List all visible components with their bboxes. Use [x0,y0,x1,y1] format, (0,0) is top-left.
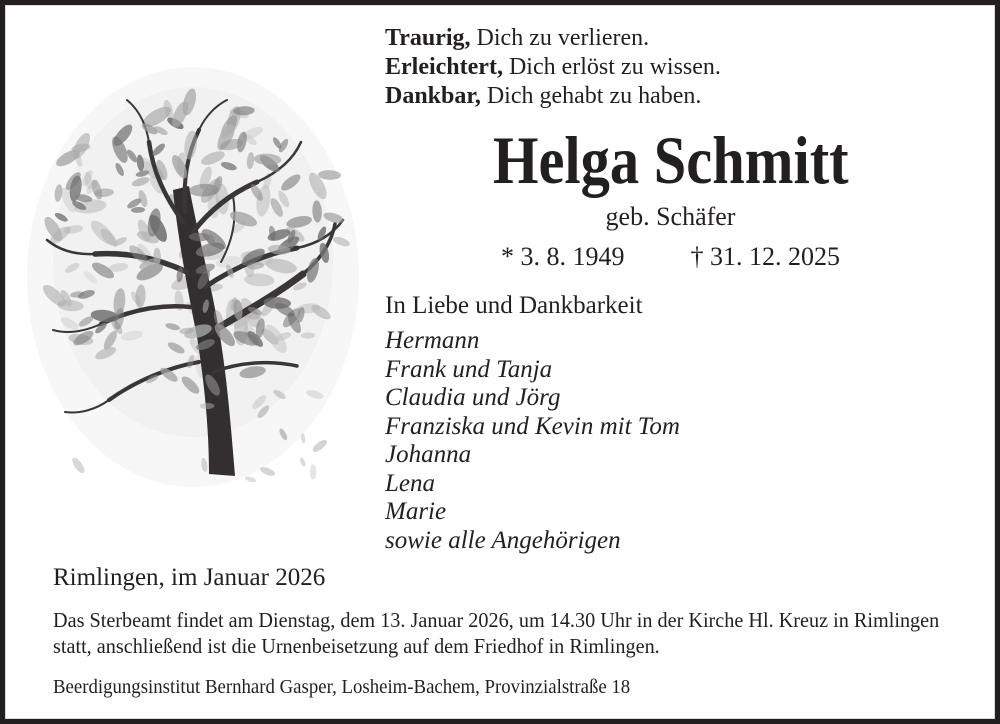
funeral-home [53,675,853,699]
epigraph-line [385,53,721,82]
death-date: † 31. 12. 2025 [690,242,840,271]
mourner: Claudia und Jörg [385,384,561,411]
epigraph-rest: Dich erlöst zu wissen. [502,54,721,80]
life-dates [383,242,958,272]
epigraph-lead: Dankbar, [385,83,481,109]
mourner: Johanna [385,441,472,468]
mourner: Lena [385,469,435,497]
birth-date: * 3. 8. 1949 [501,242,625,271]
maiden-name: geb. Schäfer [605,202,736,231]
mourner: Frank und Tanja [385,355,553,383]
memorial-tree-image [25,62,360,510]
epigraph-lead: Erleichtert, [385,54,503,80]
service-info [53,607,1000,659]
mourners-list [385,327,680,555]
epigraph-lead: Traurig, [385,25,471,51]
mourner: Hermann [385,327,480,354]
tree-leaf [70,456,87,475]
deceased-name-text: Helga Schmitt [492,122,849,198]
epigraph-line [385,82,721,111]
place-and-date: Rimlingen, im Januar 2026 [53,564,326,591]
deceased-block [383,122,958,272]
mourner: Franziska und Kevin mit Tom [385,412,680,440]
tree-leaf [299,457,306,468]
epigraph-rest: Dich zu verlieren. [470,25,650,51]
tree-leaf [310,464,316,479]
epigraph-rest: Dich gehabt zu haben. [480,83,702,109]
epigraph-line [385,24,721,53]
tree-leaf [311,438,329,454]
mourner: sowie alle Angehörigen [385,526,621,554]
tree-leaf [244,475,256,483]
deceased-name [383,122,958,198]
funeral-home-text: Beerdigungsinstitut Bernhard Gasper, Losheim-Bachem, Provinzialstraße 18 [53,676,631,698]
mourner: Marie [385,498,447,525]
mourning-intro: In Liebe und Dankbarkeit [385,292,643,319]
epigraph [385,24,721,111]
service-info-text: Das Sterbeamt findet am Dienstag, dem 13. Januar 2026, um 14.30 Uhr in der Kirche Hl. Kreuz in Rimlingen statt, anschließend ist die Urnenbeisetzung auf dem Friedhof in Rimlingen. [53,608,940,658]
